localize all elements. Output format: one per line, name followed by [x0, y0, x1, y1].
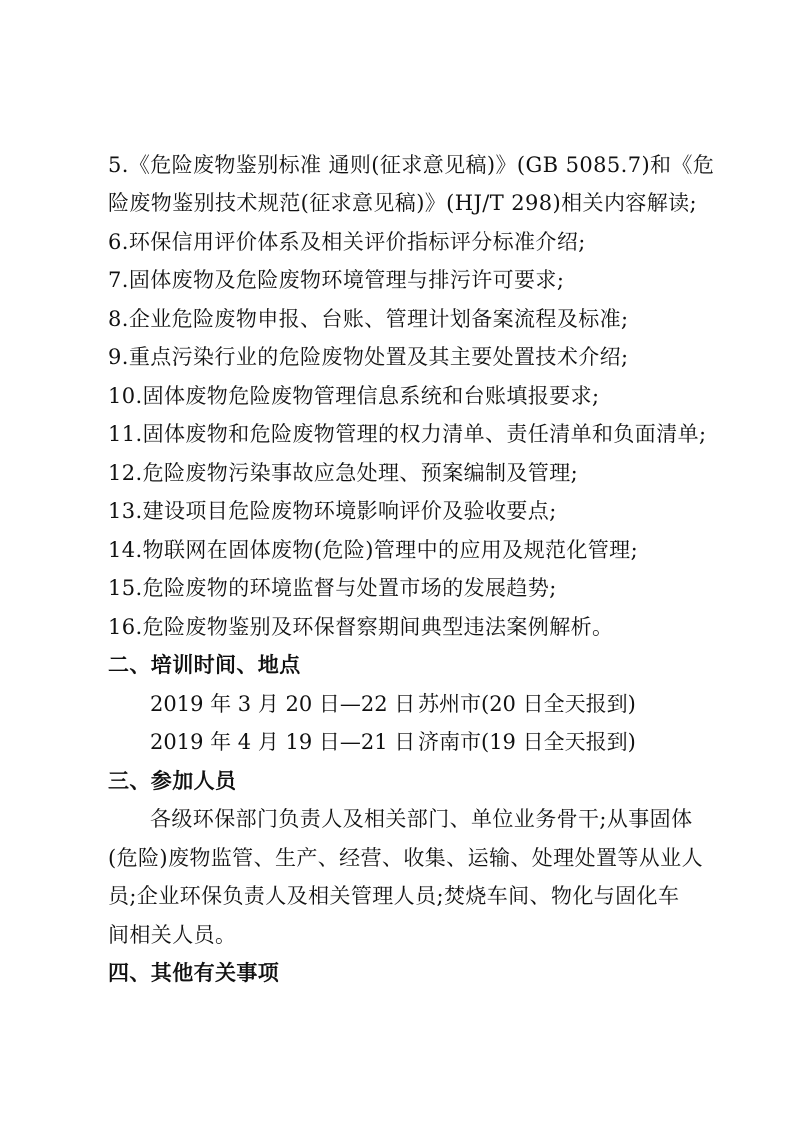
session-place: 苏州市(20 日全天报到) — [418, 692, 636, 716]
paragraph-line: 间相关人员。 — [108, 923, 237, 947]
section-heading: 二、培训时间、地点 — [108, 653, 301, 677]
paragraph-line: (危险)废物监管、生产、经营、收集、运输、处理处置等从业人 — [108, 846, 703, 870]
section-heading: 三、参加人员 — [108, 769, 237, 793]
list-item: 7.固体废物及危险废物环境管理与排污许可要求; — [108, 268, 565, 292]
list-item: 6.环保信用评价体系及相关评价指标评分标准介绍; — [108, 230, 586, 254]
list-item: 15.危险废物的环境监督与处置市场的发展趋势; — [108, 576, 557, 600]
list-item: 10.固体废物危险废物管理信息系统和台账填报要求; — [108, 384, 600, 408]
list-item: 5.《危险废物鉴别标准 通则(征求意见稿)》(GB 5085.7)和《危 — [108, 153, 715, 177]
list-item: 13.建设项目危险废物环境影响评价及验收要点; — [108, 499, 557, 523]
section-heading: 四、其他有关事项 — [108, 961, 280, 985]
list-item: 11.固体废物和危险废物管理的权力清单、责任清单和负面清单; — [108, 422, 707, 446]
list-item: 险废物鉴别技术规范(征求意见稿)》(HJ/T 298)相关内容解读; — [108, 191, 698, 215]
list-item: 8.企业危险废物申报、台账、管理计划备案流程及标准; — [108, 307, 629, 331]
paragraph-line: 员;企业环保负责人及相关管理人员;焚烧车间、物化与固化车 — [108, 884, 680, 908]
paragraph-line: 各级环保部门负责人及相关部门、单位业务骨干;从事固体 — [150, 807, 693, 831]
session-date: 2019 年 3 月 20 日—22 日 — [150, 692, 416, 716]
list-item: 16.危险废物鉴别及环保督察期间典型违法案例解析。 — [108, 615, 614, 639]
list-item: 14.物联网在固体废物(危险)管理中的应用及规范化管理; — [108, 538, 639, 562]
list-item: 12.危险废物污染事故应急处理、预案编制及管理; — [108, 461, 579, 485]
session-place: 济南市(19 日全天报到) — [418, 730, 636, 754]
session-date: 2019 年 4 月 19 日—21 日 — [150, 730, 416, 754]
list-item: 9.重点污染行业的危险废物处置及其主要处置技术介绍; — [108, 345, 629, 369]
